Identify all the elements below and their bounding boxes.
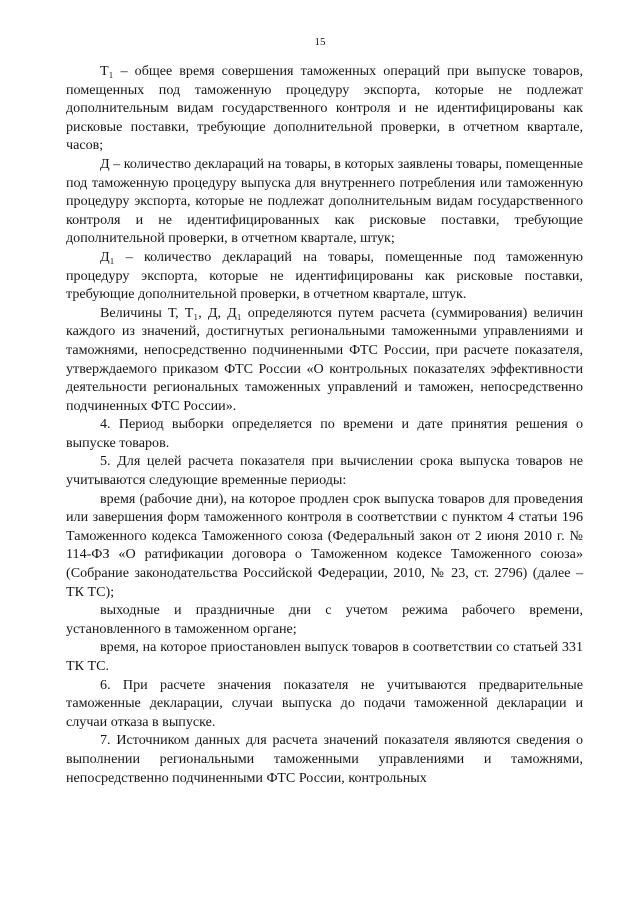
paragraph-item-5-period-3: время, на которое приостановлен выпуск товаров в соответствии со статьей 331 ТК ТС.	[66, 639, 583, 674]
paragraph-t1-definition: T₁ – общее время совершения таможенных операций при выпуске товаров, помещенных под таможенную процедуру экспорта, которые не подлежат дополнительным видам государственного контроля и не идентифицированы как рисковые поставки, требующие дополнительной проверки, в отчетном квартале, часов;	[66, 63, 583, 154]
paragraph-item-5-period-1: время (рабочие дни), на которое продлен срок выпуска товаров для проведения или завершения форм таможенного контроля в соответствии с пунктом 4 статьи 196 Таможенного кодекса Таможенного союза (Федеральный закон от 2 июня 2010 г. № 114-ФЗ «О ратификации договора о Таможенном кодексе Таможенного союза» (Собрание законодательства Российской Федерации, 2010, № 23, ст. 2796) (далее – ТК ТС);	[66, 490, 583, 600]
paragraph-item-5-period-2: выходные и праздничные дни с учетом режима рабочего времени, установленного в таможенном органе;	[66, 602, 583, 637]
paragraph-item-7: 7. Источником данных для расчета значений показателя являются сведения о выполнении региональными таможенными управлениями и таможнями, непосредственно подчиненными ФТС России, контрольных	[66, 732, 583, 786]
document-body	[66, 62, 583, 787]
paragraph-item-5: 5. Для целей расчета показателя при вычислении срока выпуска товаров не учитываются следующие временные периоды:	[66, 453, 583, 489]
paragraph-d1-definition: Д₁ – количество деклараций на товары, помещенные под таможенную процедуру экспорта, которые не идентифицированы как рисковые поставки, требующие дополнительной проверки, в отчетном квартале, штук.	[66, 248, 583, 303]
paragraph-d-definition: Д – количество деклараций на товары, в которых заявлены товары, помещенные под таможенную процедуру выпуска для внутреннего потребления или таможенную процедуру экспорта, которые не подлежат дополнительным видам государственного контроля и не идентифицированных как рисковые поставки, требующие дополнительной проверки, в отчетном квартале, штук;	[66, 155, 583, 247]
paragraph-item-4: 4. Период выборки определяется по времени и дате принятия решения о выпуске товаров.	[66, 416, 583, 451]
paragraph-item-6: 6. При расчете значения показателя не учитываются предварительные таможенные декларации, случаи выпуска до подачи таможенной декларации и случаи отказа в выпуске.	[66, 676, 583, 730]
paragraph-values-calculation: Величины Т, Т₁, Д, Д₁ определяются путем расчета (суммирования) величин каждого из значений, достигнутых региональными таможенными управлениями и таможнями, непосредственно подчиненными ФТС России, при расчете показателя, утверждаемого приказом ФТС России «О контрольных показателях эффективности деятельности региональных таможенных управлений и таможен, непосредственно подчиненных ФТС России».	[66, 304, 583, 414]
page-number: 15	[314, 36, 326, 48]
